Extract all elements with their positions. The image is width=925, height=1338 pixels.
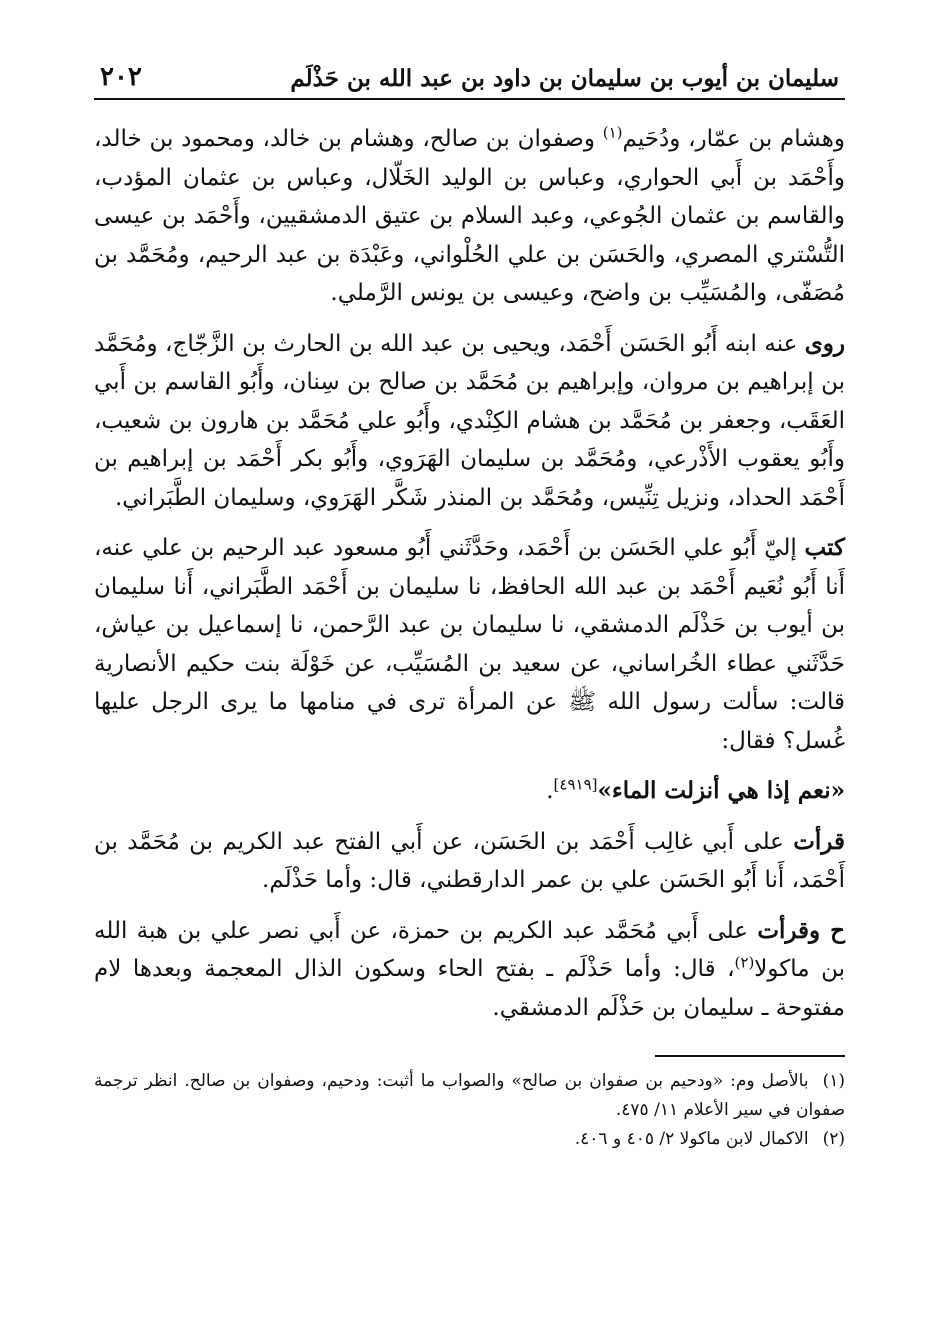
paragraph-text-continued: وصفوان بن صالح، وهشام بن خالد، ومحمود بن خالد، وأَحْمَد بن أَبي الحواري، وعباس بن الوليد الخَلّال، وعباس بن عثمان المؤدب، والقاسم بن عثمان الجُوعي، وعبد السلام بن عتيق الدمشقيين، وأَحْمَد بن عيسى التُّسْتري المصري، والحَسَن بن علي الحُلْواني، وعَبْدَة بن عبد الرحيم، ومُحَمَّد بن مُصَفّى، والمُسَيِّب بن واضح، وعيسى بن يونس الرَّملي. — [94, 126, 845, 306]
paragraph-reading-2 — [94, 912, 845, 1028]
footnote-number: (٢) — [822, 1129, 845, 1149]
paragraph-lead-word: قرأت — [793, 827, 845, 855]
paragraph-students — [94, 325, 845, 518]
paragraph-lead-word: كتب — [804, 534, 845, 561]
paragraph-lead-word: ح وقرأت — [757, 916, 845, 944]
paragraph-text: على أَبي مُحَمَّد عبد الكريم بن حمزة، عن أَبي نصر علي بن هبة الله بن ماكولا — [94, 917, 846, 982]
hadith-text: «نعم إذا هي أنزلت الماء» — [597, 777, 845, 804]
paragraph-teachers — [94, 120, 845, 313]
footnote-1 — [94, 1067, 845, 1125]
footnote-ref: (١) — [602, 123, 623, 142]
main-text — [94, 120, 845, 1027]
footnote-separator — [655, 1055, 845, 1057]
paragraph-reading-1 — [94, 823, 845, 900]
paragraph-text: عنه ابنه أَبُو الحَسَن أَحْمَد، ويحيى بن عبد الله بن الحارث بن الزَّجّاج، ومُحَمَّد بن إبراهيم بن مروان، وإبراهيم بن مُحَمَّد بن صالح بن سِنان، وأَبُو القاسم بن أَبي العَقَب، وجعفر بن مُحَمَّد بن هشام الكِنْدي، وأَبُو علي مُحَمَّد بن هارون بن شعيب، وأَبُو يعقوب الأَذْرعي، ومُحَمَّد بن سليمان الهَرَوي، وأَبُو بكر أَحْمَد بن إبراهيم بن أَحْمَد الحداد، ونزيل تِنِّيس، ومُحَمَّد بن المنذر شَكَّر الهَرَوي، وسليمان الطَّبَراني. — [94, 330, 845, 511]
footnote-ref: (٢) — [734, 953, 755, 972]
paragraph-text: . — [546, 778, 554, 804]
footnote-number: (١) — [822, 1071, 845, 1091]
footnote-text: بالأصل وم: «ودحيم بن صفوان بن صالح» والصواب ما أثبت: ودحيم، وصفوان بن صالح. انظر ترجمة صفوان في سير الأعلام ١١/ ٤٧٥. — [94, 1071, 845, 1120]
page-number: ٢٠٢ — [100, 62, 142, 92]
paragraph-text: على أَبي غالِب أَحْمَد بن الحَسَن، عن أَبي الفتح عبد الكريم بن مُحَمَّد بن أَحْمَد، أَنا أَبُو الحَسَن علي بن عمر الدارقطني، قال: وأما حَذْلَم. — [94, 828, 845, 893]
paragraph-isnad — [94, 529, 845, 760]
paragraph-text: إليّ أَبُو علي الحَسَن بن أَحْمَد، وحَدَّثَني أَبُو مسعود عبد الرحيم بن علي عنه، أَنا أَبُو نُعَيم أَحْمَد بن عبد الله الحافظ، نا سليمان بن أَحْمَد الطَّبَراني، أَنا سليمان بن أيوب بن حَذْلَم الدمشقي، نا سليمان بن عبد الرَّحمن، نا إسماعيل بن عياش، حَدَّثَني عطاء الخُراساني، عن سعيد بن المُسَيِّب، عن خَوْلَة بنت حكيم الأنصارية قالت: سألت رسول الله ﷺ عن المرأة ترى في منامها ما يرى الرجل عليها غُسل؟ فقال: — [94, 535, 845, 754]
page-header — [94, 50, 845, 100]
paragraph-hadith — [94, 772, 845, 811]
running-title: سليمان بن أيوب بن سليمان بن داود بن عبد الله بن حَذْلَم — [290, 65, 839, 92]
paragraph-text: وهشام بن عمّار، ودُحَيم — [622, 126, 845, 152]
footnotes — [94, 1067, 845, 1154]
hadith-number: [٤٩١٩] — [553, 775, 598, 794]
footnote-text: الاكمال لابن ماكولا ٢/ ٤٠٥ و ٤٠٦. — [574, 1129, 809, 1149]
paragraph-text-continued: ، قال: وأما حَذْلَم ـ بفتح الحاء وسكون الذال المعجمة وبعدها لام مفتوحة ـ سليمان بن حَذْلَم الدمشقي. — [94, 956, 845, 1021]
paragraph-lead-word: روى — [804, 329, 845, 357]
footnote-2 — [94, 1125, 845, 1154]
